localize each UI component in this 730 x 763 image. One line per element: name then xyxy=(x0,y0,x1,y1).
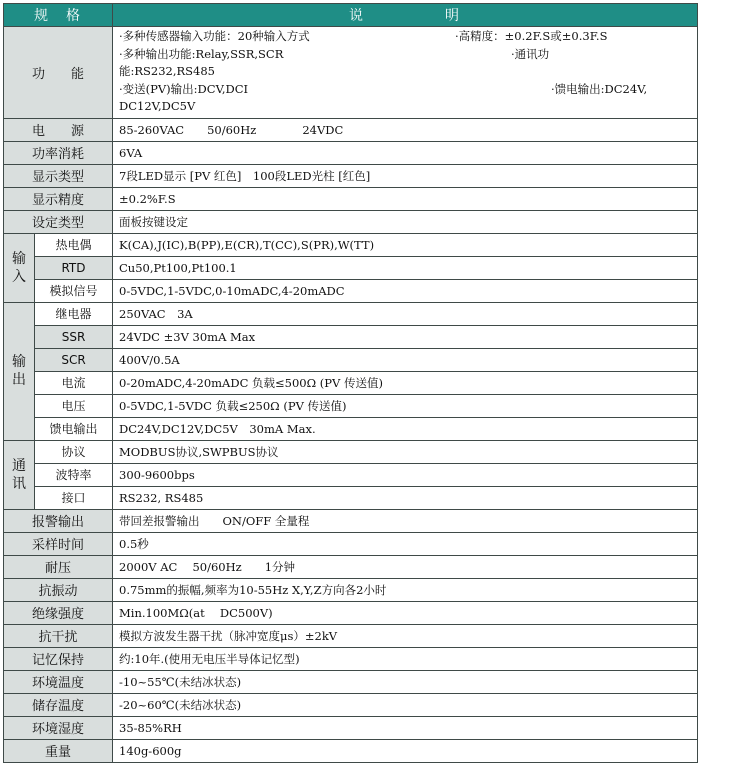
row-label: 抗干扰 xyxy=(4,624,113,647)
output-group-label: 输 出 xyxy=(4,302,35,440)
spec-row-power-consumption xyxy=(4,141,698,164)
comm-value: MODBUS协议,SWPBUS协议 xyxy=(113,440,698,463)
row-value: 0.75mm的振幅,频率为10-55Hz X,Y,Z方向各2小时 xyxy=(113,578,698,601)
spec-row-alarm xyxy=(4,509,698,532)
row-value: 7段LED显示 [PV 红色] 100段LED光柱 [红色] xyxy=(113,164,698,187)
function-line4-right: ·馈电输出:DC24V, xyxy=(551,81,648,96)
output-row-feed xyxy=(4,417,698,440)
row-value: -10~55℃(未结冰状态) xyxy=(113,670,698,693)
input-sub-label: 模拟信号 xyxy=(35,279,113,302)
row-label: 记忆保持 xyxy=(4,647,113,670)
output-row-ssr xyxy=(4,325,698,348)
output-sub-label: 电流 xyxy=(35,371,113,394)
row-value: 带回差报警输出 ON/OFF 全量程 xyxy=(113,509,698,532)
row-value: 140g-600g xyxy=(113,739,698,762)
input-sub-label: 热电偶 xyxy=(35,233,113,256)
function-line2-left: ·多种输出功能:Relay,SSR,SCR xyxy=(119,46,284,61)
output-value: 24VDC ±3V 30mA Max xyxy=(113,325,698,348)
row-value: 面板按键设定 xyxy=(113,210,698,233)
comm-sub-label: 接口 xyxy=(35,486,113,509)
output-value: 0-20mADC,4-20mADC 负载≤500Ω (PV 传送值) xyxy=(113,371,698,394)
row-value: 0.5秒 xyxy=(113,532,698,555)
comm-row-baud xyxy=(4,463,698,486)
row-value: 35-85%RH xyxy=(113,716,698,739)
row-value: 模拟方波发生器干扰（脉冲宽度μs）±2kV xyxy=(113,624,698,647)
row-label: 储存温度 xyxy=(4,693,113,716)
input-value: K(CA),J(IC),B(PP),E(CR),T(CC),S(PR),W(TT) xyxy=(113,233,698,256)
row-label: 报警输出 xyxy=(4,509,113,532)
output-value: 0-5VDC,1-5VDC 负载≤250Ω (PV 传送值) xyxy=(113,394,698,417)
input-row-thermocouple xyxy=(4,233,698,256)
row-value: 约:10年.(使用无电压半导体记忆型) xyxy=(113,647,698,670)
row-label: 电 源 xyxy=(4,118,113,141)
spec-row-display-type xyxy=(4,164,698,187)
input-group-label: 输 入 xyxy=(4,233,35,302)
comm-sub-label: 波特率 xyxy=(35,463,113,486)
function-line5: DC12V,DC5V xyxy=(119,99,196,113)
row-value: ±0.2%F.S xyxy=(113,187,698,210)
row-label: 显示精度 xyxy=(4,187,113,210)
row-value: -20~60℃(未结冰状态) xyxy=(113,693,698,716)
spec-row-storage-temp xyxy=(4,693,698,716)
function-line3: 能:RS232,RS485 xyxy=(119,64,216,78)
output-sub-label: 电压 xyxy=(35,394,113,417)
output-row-relay xyxy=(4,302,698,325)
output-value: DC24V,DC12V,DC5V 30mA Max. xyxy=(113,417,698,440)
comm-value: RS232, RS485 xyxy=(113,486,698,509)
function-line1-left: ·多种传感器输入功能：20种输入方式 xyxy=(119,29,310,43)
row-label: 采样时间 xyxy=(4,532,113,555)
output-row-scr xyxy=(4,348,698,371)
comm-row-interface xyxy=(4,486,698,509)
row-label: 环境温度 xyxy=(4,670,113,693)
input-row-rtd xyxy=(4,256,698,279)
spec-row-humidity xyxy=(4,716,698,739)
row-label: 环境湿度 xyxy=(4,716,113,739)
header-spec: 规 格 xyxy=(4,4,113,27)
row-label: 抗振动 xyxy=(4,578,113,601)
output-sub-label: SCR xyxy=(35,348,113,371)
output-value: 250VAC 3A xyxy=(113,302,698,325)
spec-row-ambient-temp xyxy=(4,670,698,693)
function-value xyxy=(113,27,698,119)
output-row-voltage xyxy=(4,394,698,417)
spec-row-insulation xyxy=(4,601,698,624)
input-sub-label: RTD xyxy=(35,256,113,279)
comm-sub-label: 协议 xyxy=(35,440,113,463)
input-value: Cu50,Pt100,Pt100.1 xyxy=(113,256,698,279)
row-label: 绝缘强度 xyxy=(4,601,113,624)
row-label: 重量 xyxy=(4,739,113,762)
spec-table xyxy=(3,3,698,763)
header-description: 说 明 xyxy=(113,4,698,27)
function-line4-left: ·变送(PV)输出:DCV,DCI xyxy=(119,81,249,96)
row-value: 6VA xyxy=(113,141,698,164)
output-sub-label: 继电器 xyxy=(35,302,113,325)
input-row-analog xyxy=(4,279,698,302)
row-label: 功率消耗 xyxy=(4,141,113,164)
spec-row-display-accuracy xyxy=(4,187,698,210)
function-line2-right: ·通讯功 xyxy=(511,46,550,61)
row-value: Min.100MΩ(at DC500V) xyxy=(113,601,698,624)
input-value: 0-5VDC,1-5VDC,0-10mADC,4-20mADC xyxy=(113,279,698,302)
spec-row-interference xyxy=(4,624,698,647)
row-value: 2000V AC 50/60Hz 1分钟 xyxy=(113,555,698,578)
spec-row-withstand xyxy=(4,555,698,578)
output-value: 400V/0.5A xyxy=(113,348,698,371)
spec-row-setting-type xyxy=(4,210,698,233)
spec-row-power xyxy=(4,118,698,141)
output-sub-label: 馈电输出 xyxy=(35,417,113,440)
spec-row-weight xyxy=(4,739,698,762)
row-label: 设定类型 xyxy=(4,210,113,233)
row-value: 85-260VAC 50/60Hz 24VDC xyxy=(113,118,698,141)
spec-row-sampling xyxy=(4,532,698,555)
function-line1-right: ·高精度：±0.2F.S或±0.3F.S xyxy=(455,29,608,43)
spec-row-memory xyxy=(4,647,698,670)
comm-group-label: 通 讯 xyxy=(4,440,35,509)
row-label: 显示类型 xyxy=(4,164,113,187)
spec-row-vibration xyxy=(4,578,698,601)
function-row xyxy=(4,27,698,119)
comm-value: 300-9600bps xyxy=(113,463,698,486)
function-label: 功 能 xyxy=(4,27,113,119)
output-sub-label: SSR xyxy=(35,325,113,348)
output-row-current xyxy=(4,371,698,394)
row-label: 耐压 xyxy=(4,555,113,578)
comm-row-protocol xyxy=(4,440,698,463)
header-row xyxy=(4,4,698,27)
